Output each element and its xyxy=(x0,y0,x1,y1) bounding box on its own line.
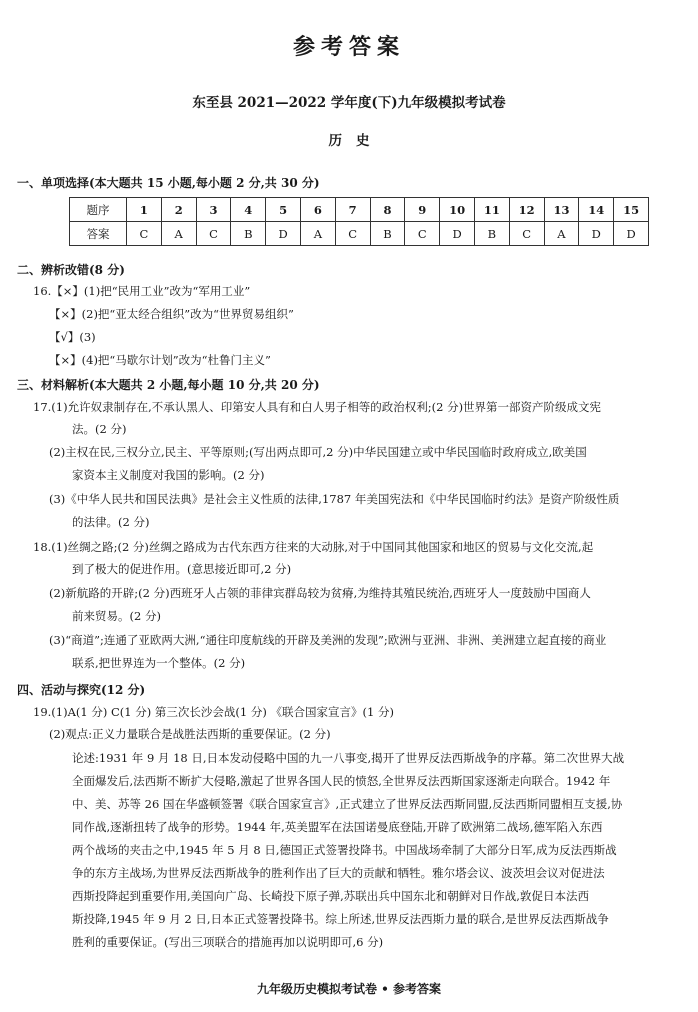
essay-line: 论述:1931 年 9 月 18 日,日本发动侵略中国的九一八事变,揭开了世界反法西斯战争的序幕。第二次世界大战 xyxy=(72,751,625,765)
q18-part-1-cont: 到了极大的促进作用。(意思接近即可,2 分) xyxy=(72,562,292,576)
answer-cell: B xyxy=(474,222,509,246)
page-footer: 九年级历史模拟考试卷 • 参考答案 xyxy=(256,982,442,996)
essay-line: 争的东方主战场,为世界反法西斯战争的胜利作出了巨大的贡献和牺牲。雅尔塔会议、波茨坦会议对促进法 xyxy=(72,866,605,880)
q17-part-3-cont: 的法律。(2 分) xyxy=(72,515,150,529)
question-number: 1 xyxy=(127,198,162,222)
question-number: 6 xyxy=(300,198,335,222)
question-number: 7 xyxy=(335,198,370,222)
answer-cell: D xyxy=(266,222,301,246)
answer-cell: D xyxy=(440,222,475,246)
answer-cell: A xyxy=(161,222,196,246)
q18-part-2: (2)新航路的开辟;(2 分)西班牙人占领的菲律宾群岛较为贫瘠,为维持其殖民统治,西班牙人一度鼓励中国商人 xyxy=(49,586,591,600)
q16-item-2: 【×】(2)把“亚太经合组织”改为“世界贸易组织” xyxy=(49,307,294,321)
answer-cell: C xyxy=(335,222,370,246)
answer-table-number-row xyxy=(70,198,649,222)
question-number: 11 xyxy=(474,198,509,222)
exam-title: 东至县 2021—2022 学年度(下)九年级模拟考试卷 xyxy=(192,95,506,111)
subject-title: 历史 xyxy=(328,133,384,149)
section-1-heading: 一、单项选择(本大题共 15 小题,每小题 2 分,共 30 分) xyxy=(17,176,320,190)
answer-cell: A xyxy=(544,222,579,246)
question-number: 13 xyxy=(544,198,579,222)
essay-line: 同作战,逐渐扭转了战争的形势。1944 年,英美盟军在法国诺曼底登陆,开辟了欧洲第二战场,德军陷入东西 xyxy=(72,820,603,834)
answer-cell: D xyxy=(614,222,649,246)
q16-item-4: 【×】(4)把“马歇尔计划”改为“杜鲁门主义” xyxy=(49,353,271,367)
question-number: 5 xyxy=(266,198,301,222)
essay-line: 中、美、苏等 26 国在华盛顿签署《联合国家宣言》,正式建立了世界反法西斯同盟,反法西斯同盟相互支援,协 xyxy=(72,797,623,811)
question-number: 2 xyxy=(161,198,196,222)
q17-part-3: (3)《中华人民共和国民法典》是社会主义性质的法律,1787 年美国宪法和《中华民国临时约法》是资产阶级性质 xyxy=(49,492,620,506)
table-row-label-number: 题序 xyxy=(70,198,127,222)
section-3-heading: 三、材料解析(本大题共 2 小题,每小题 10 分,共 20 分) xyxy=(17,378,320,392)
essay-line: 西斯投降起到重要作用,美国向广岛、长崎投下原子弹,苏联出兵中国东北和朝鲜对日作战,敦促日本法西 xyxy=(72,889,589,903)
q17-part-1: 17.(1)允许奴隶制存在,不承认黑人、印第安人具有和白人男子相等的政治权利;(2 分)世界第一部资产阶级成文宪 xyxy=(33,400,602,414)
answer-cell: B xyxy=(231,222,266,246)
q17-part-1-cont: 法。(2 分) xyxy=(72,422,127,436)
question-number: 15 xyxy=(614,198,649,222)
answer-cell: C xyxy=(127,222,162,246)
table-row-label-answer: 答案 xyxy=(70,222,127,246)
question-number: 10 xyxy=(440,198,475,222)
section-4-heading: 四、活动与探究(12 分) xyxy=(17,683,146,697)
q18-part-3: (3)“商道”;连通了亚欧两大洲,“通往印度航线的开辟及美洲的发现”;欧洲与亚洲、非洲、美洲建立起直接的商业 xyxy=(49,633,607,647)
question-number: 14 xyxy=(579,198,614,222)
q17-part-2-cont: 家资本主义制度对我国的影响。(2 分) xyxy=(72,468,265,482)
q19-part-2-viewpoint: (2)观点:正义力量联合是战胜法西斯的重要保证。(2 分) xyxy=(49,727,331,741)
question-number: 12 xyxy=(509,198,544,222)
question-number: 3 xyxy=(196,198,231,222)
essay-line: 斯投降,1945 年 9 月 2 日,日本正式签署投降书。综上所述,世界反法西斯力量的联合,是世界反法西斯战争 xyxy=(72,912,609,926)
question-number: 9 xyxy=(405,198,440,222)
q19-part-1: 19.(1)A(1 分) C(1 分) 第三次长沙会战(1 分) 《联合国家宣言》(1 分) xyxy=(33,705,394,719)
q18-part-1: 18.(1)丝绸之路;(2 分)丝绸之路成为古代东西方往来的大动脉,对于中国同其他国家和地区的贸易与文化交流,起 xyxy=(33,540,594,554)
question-number: 4 xyxy=(231,198,266,222)
q18-part-2-cont: 前来贸易。(2 分) xyxy=(72,609,161,623)
q16-item-3: 【√】(3) xyxy=(49,330,96,344)
q18-part-3-cont: 联系,把世界连为一个整体。(2 分) xyxy=(72,656,246,670)
q16-item-1: 16.【×】(1)把“民用工业”改为“军用工业” xyxy=(33,284,251,298)
answer-cell: D xyxy=(579,222,614,246)
answer-cell: C xyxy=(405,222,440,246)
answer-table xyxy=(69,197,649,246)
q17-part-2: (2)主权在民,三权分立,民主、平等原则;(写出两点即可,2 分)中华民国建立或中华民国临时政府成立,欧美国 xyxy=(49,445,587,459)
question-number: 8 xyxy=(370,198,405,222)
essay-line: 两个战场的夹击之中,1945 年 5 月 8 日,德国正式签署投降书。中国战场牵制了大部分日军,成为反法西斯战 xyxy=(72,843,617,857)
answer-cell: C xyxy=(196,222,231,246)
essay-line: 胜利的重要保证。(写出三项联合的措施再加以说明即可,6 分) xyxy=(72,935,384,949)
section-2-heading: 二、辨析改错(8 分) xyxy=(17,263,125,277)
essay-line: 全面爆发后,法西斯不断扩大侵略,激起了世界各国人民的愤怒,全世界反法西斯国家逐渐走向联合。1942 年 xyxy=(72,774,611,788)
answer-cell: B xyxy=(370,222,405,246)
answer-table-answer-row xyxy=(70,222,649,246)
page-title: 参考答案 xyxy=(292,34,405,60)
answer-cell: A xyxy=(300,222,335,246)
answer-cell: C xyxy=(509,222,544,246)
